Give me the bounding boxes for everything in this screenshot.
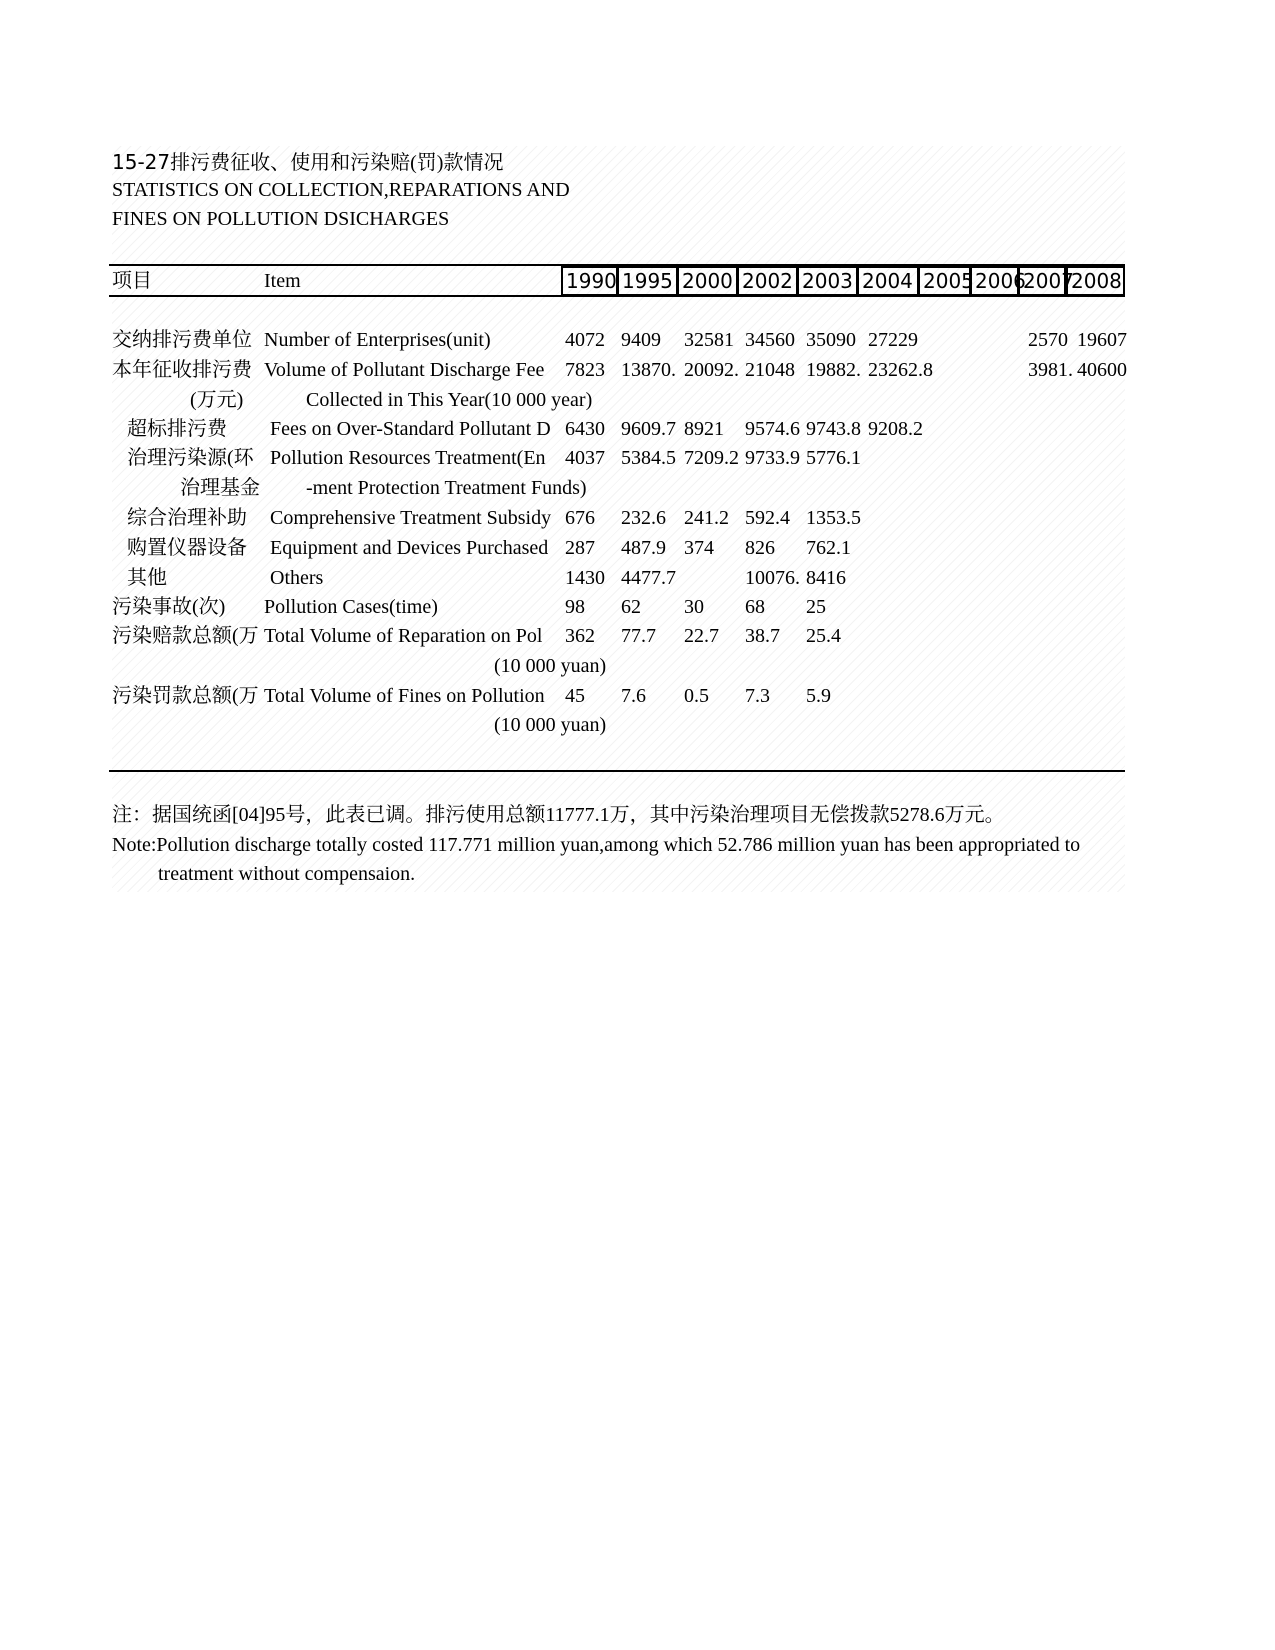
row-label-en: Fees on Over-Standard Pollutant D — [270, 418, 551, 440]
table-cell-value: 9208.2 — [868, 418, 923, 440]
header-item-en: Item — [264, 270, 301, 292]
table-cell-value: 676 — [565, 507, 595, 529]
year-header-label: 2004 — [862, 269, 913, 293]
table-cell-value: 34560 — [745, 329, 795, 351]
table-cell-value: 8921 — [684, 418, 724, 440]
year-header-label: 1995 — [622, 269, 673, 293]
row-label-en: Total Volume of Reparation on Pol — [264, 625, 543, 647]
row-label-en: Volume of Pollutant Discharge Fee — [264, 359, 545, 381]
year-header-cell — [677, 266, 738, 296]
table-cell-value: 1353.5 — [806, 507, 861, 529]
year-header-cell — [1066, 266, 1125, 296]
year-header-cell — [797, 266, 858, 296]
table-cell-value: 5776.1 — [806, 447, 861, 469]
row-label-cn: 其他 — [127, 567, 167, 589]
year-header-cell — [857, 266, 919, 296]
row-label-cn: 污染罚款总额(万 — [112, 685, 259, 707]
row-label-en: Total Volume of Fines on Pollution — [264, 685, 545, 707]
year-header-label: 2000 — [682, 269, 733, 293]
table-cell-value: 19882. — [806, 359, 861, 381]
year-header-label: 2003 — [802, 269, 853, 293]
table-cell-value: 232.6 — [621, 507, 666, 529]
row-label-cn: 交纳排污费单位 — [112, 329, 252, 351]
year-header-cell — [970, 266, 1026, 296]
table-cell-value: 25 — [806, 596, 826, 618]
table-cell-value: 487.9 — [621, 537, 666, 559]
year-header-cell — [918, 266, 974, 296]
table-cell-value: 4037 — [565, 447, 605, 469]
table-title-cn-text: 排污费征收、使用和污染赔(罚)款情况 — [170, 152, 504, 174]
year-header-cell — [561, 266, 618, 296]
year-header-cell — [617, 266, 678, 296]
row-label-cn: 综合治理补助 — [127, 507, 247, 529]
row-label-cn: 本年征收排污费 — [112, 359, 252, 381]
table-number: 15-27 — [112, 150, 171, 174]
table-cell-value: 7209.2 — [684, 447, 739, 469]
header-item-cn: 项目 — [112, 270, 152, 292]
row-label-cn: (万元) — [190, 389, 244, 411]
table-cell-value: 826 — [745, 537, 775, 559]
table-cell-value: 32581 — [684, 329, 734, 351]
year-header-cell — [1018, 266, 1074, 296]
table-cell-value: 38.7 — [745, 625, 780, 647]
table-cell-value: 0.5 — [684, 685, 709, 707]
row-label-en: Pollution Cases(time) — [264, 596, 438, 618]
table-cell-value: 10076. — [745, 567, 800, 589]
table-cell-value: 287 — [565, 537, 595, 559]
table-cell-value: 22.7 — [684, 625, 719, 647]
table-cell-value: 5384.5 — [621, 447, 676, 469]
table-cell-value: 25.4 — [806, 625, 841, 647]
row-label-en: Pollution Resources Treatment(En — [270, 447, 546, 469]
row-label-en: -ment Protection Treatment Funds) — [306, 477, 587, 499]
table-cell-value: 7.6 — [621, 685, 646, 707]
table-cell-value: 9743.8 — [806, 418, 861, 440]
year-header-label: 2002 — [742, 269, 793, 293]
table-cell-value: 21048 — [745, 359, 795, 381]
table-cell-value: 592.4 — [745, 507, 790, 529]
table-cell-value: 19607 — [1077, 329, 1127, 351]
year-header-label: 1990 — [566, 269, 617, 293]
row-label-cn: 治理污染源(环 — [127, 447, 254, 469]
table-cell-value: 9733.9 — [745, 447, 800, 469]
table-title-en-line2: FINES ON POLLUTION DSICHARGES — [112, 208, 450, 230]
note-en-line1: Note:Pollution discharge totally costed 117.771 million yuan,among which 52.786 million yuan has been appropriated to — [112, 834, 1081, 856]
table-cell-value: 7.3 — [745, 685, 770, 707]
table-title-cn — [112, 148, 712, 177]
table-bottom-rule — [109, 770, 1125, 772]
row-label-en: (10 000 yuan) — [494, 714, 607, 736]
table-cell-value: 98 — [565, 596, 585, 618]
table-cell-value: 40600 — [1077, 359, 1127, 381]
table-cell-value: 45 — [565, 685, 585, 707]
table-cell-value: 13870. — [621, 359, 676, 381]
year-header-cell — [737, 266, 798, 296]
row-label-cn: 超标排污费 — [127, 418, 227, 440]
table-cell-value: 1430 — [565, 567, 605, 589]
table-cell-value: 9574.6 — [745, 418, 800, 440]
table-cell-value: 6430 — [565, 418, 605, 440]
row-label-en: Number of Enterprises(unit) — [264, 329, 491, 351]
year-header-label: 2007 — [1023, 269, 1074, 293]
table-cell-value: 68 — [745, 596, 765, 618]
row-label-cn: 污染事故(次) — [112, 596, 226, 618]
table-cell-value: 4072 — [565, 329, 605, 351]
year-header-label: 2005 — [923, 269, 974, 293]
table-cell-value: 374 — [684, 537, 714, 559]
table-cell-value: 2570 — [1028, 329, 1068, 351]
row-label-en: Others — [270, 567, 324, 589]
table-title-en-line1: STATISTICS ON COLLECTION,REPARATIONS AND — [112, 179, 570, 201]
row-label-cn: 污染赔款总额(万 — [112, 625, 259, 647]
note-cn: 注：据国统函[04]95号，此表已调。排污使用总额11777.1万，其中污染治理项目无偿拨款5278.6万元。 — [112, 804, 1005, 826]
table-cell-value: 23262.8 — [868, 359, 933, 381]
table-cell-value: 27229 — [868, 329, 918, 351]
note-en-line2: treatment without compensaion. — [158, 863, 416, 885]
table-cell-value: 241.2 — [684, 507, 729, 529]
table-cell-value: 62 — [621, 596, 641, 618]
table-cell-value: 8416 — [806, 567, 846, 589]
row-label-en: (10 000 yuan) — [494, 655, 607, 677]
row-label-cn: 治理基金 — [180, 477, 260, 499]
table-cell-value: 5.9 — [806, 685, 831, 707]
table-cell-value: 362 — [565, 625, 595, 647]
row-label-cn: 购置仪器设备 — [127, 537, 247, 559]
table-cell-value: 77.7 — [621, 625, 656, 647]
year-header-label: 2006 — [975, 269, 1026, 293]
table-cell-value: 9409 — [621, 329, 661, 351]
table-cell-value: 3981. — [1028, 359, 1073, 381]
table-cell-value: 9609.7 — [621, 418, 676, 440]
table-cell-value: 30 — [684, 596, 704, 618]
table-cell-value: 20092. — [684, 359, 739, 381]
table-cell-value: 4477.7 — [621, 567, 676, 589]
table-cell-value: 762.1 — [806, 537, 851, 559]
row-label-en: Comprehensive Treatment Subsidy — [270, 507, 552, 529]
table-cell-value: 35090 — [806, 329, 856, 351]
row-label-en: Collected in This Year(10 000 year) — [306, 389, 593, 411]
year-header-label: 2008 — [1071, 269, 1122, 293]
table-cell-value: 7823 — [565, 359, 605, 381]
row-label-en: Equipment and Devices Purchased — [270, 537, 549, 559]
